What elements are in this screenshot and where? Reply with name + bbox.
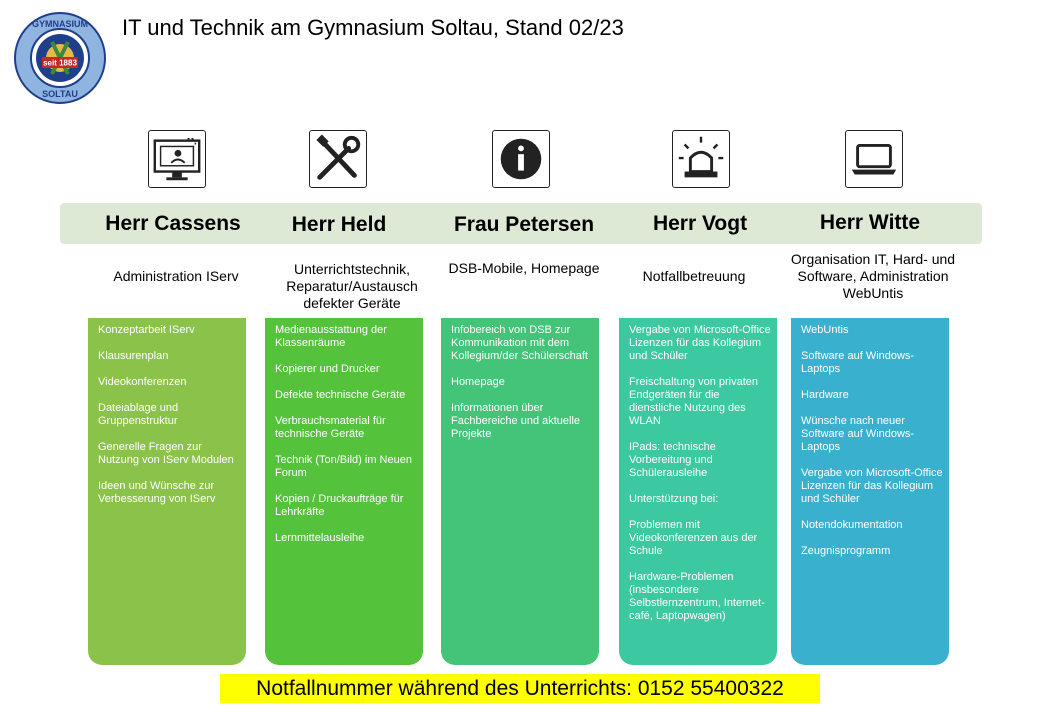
computer-user-icon — [148, 130, 206, 188]
task-item: Kopien / Druckaufträge für Lehrkräfte — [275, 493, 404, 518]
name-held: Herr Held — [291, 213, 387, 236]
name-witte: Herr Witte — [819, 211, 921, 234]
emergency-hotline: Notfallnummer während des Unterrichts: 0152 55400322 — [220, 674, 820, 703]
role-petersen: DSB-Mobile, Homepage — [448, 260, 600, 276]
tasks-card-vogt — [619, 318, 777, 665]
task-item: Zeugnisprogramm — [801, 545, 891, 557]
task-item: Unterstützung bei: — [629, 493, 719, 505]
task-item: Verbrauchsmaterial für technische Geräte — [275, 415, 386, 440]
task-item: Software auf Windows-Laptops — [801, 350, 915, 375]
tasks-card-cassens — [88, 318, 246, 665]
siren-icon — [672, 130, 730, 188]
task-item: Hardware-Problemen (insbesondere Selbstlernzentrum, Internet-café, Laptopwagen) — [629, 571, 765, 622]
task-item: Hardware — [801, 389, 849, 401]
role-cassens: Administration IServ — [113, 268, 239, 284]
task-item: Notendokumentation — [801, 519, 903, 531]
svg-text:GYMNASIUM: GYMNASIUM — [32, 19, 88, 29]
info-icon — [492, 130, 550, 188]
task-item: Dateiablage und Gruppenstruktur — [98, 402, 179, 427]
task-item: Homepage — [451, 376, 505, 388]
name-petersen: Frau Petersen — [453, 213, 595, 236]
role-held: Unterrichtstechnik, Reparatur/Austausch defekter Geräte — [286, 261, 418, 311]
task-item: Kopierer und Drucker — [275, 363, 380, 375]
laptop-icon — [845, 130, 903, 188]
svg-text:seit 1883: seit 1883 — [43, 58, 77, 68]
task-item: Vergabe von Microsoft-Office Lizenzen für das Kollegium und Schüler — [801, 467, 943, 505]
tools-icon — [309, 130, 367, 188]
task-item: Medienausstattung der Klassenräume — [275, 324, 387, 349]
task-item: Lernmittelausleihe — [275, 532, 365, 544]
task-item: Generelle Fragen zur Nutzung von IServ Modulen — [98, 441, 234, 466]
role-vogt: Notfallbetreuung — [642, 268, 746, 284]
task-item: Vergabe von Microsoft-Office Lizenzen für das Kollegium und Schüler — [629, 324, 771, 362]
task-item: Videokonferenzen — [98, 376, 187, 388]
task-item: Problemen mit Videokonferenzen aus der Schule — [629, 519, 758, 557]
task-item: Konzeptarbeit IServ — [98, 324, 195, 336]
task-item: Ideen und Wünsche zur Verbesserung von IServ — [98, 480, 216, 505]
tasks-card-petersen — [441, 318, 599, 665]
task-item: WebUntis — [801, 324, 849, 336]
name-vogt: Herr Vogt — [652, 212, 748, 235]
name-cassens: Herr Cassens — [105, 212, 241, 235]
svg-text:SOLTAU: SOLTAU — [42, 89, 78, 99]
task-item: Klausurenplan — [98, 350, 169, 362]
task-item: IPads: technische Vorbereitung und Schülerausleihe — [629, 441, 716, 479]
task-item: Wünsche nach neuer Software auf Windows-Laptops — [801, 415, 915, 453]
task-item: Freischaltung von privaten Endgeräten für die dienstliche Nutzung des WLAN — [629, 376, 759, 427]
task-item: Technik (Ton/Bild) im Neuen Forum — [275, 454, 412, 479]
task-item: Informationen über Fachbereiche und aktuelle Projekte — [451, 402, 581, 440]
page-title: IT und Technik am Gymnasium Soltau, Stand 02/23 — [122, 15, 624, 40]
task-item: Defekte technische Geräte — [275, 389, 406, 401]
task-item: Infobereich von DSB zur Kommunikation mit dem Kollegium/der Schülerschaft — [451, 324, 588, 362]
tasks-card-witte — [791, 318, 949, 665]
tasks-card-held — [265, 318, 423, 665]
role-witte: Organisation IT, Hard- und Software, Administration WebUntis — [790, 251, 956, 301]
school-logo — [14, 12, 106, 104]
